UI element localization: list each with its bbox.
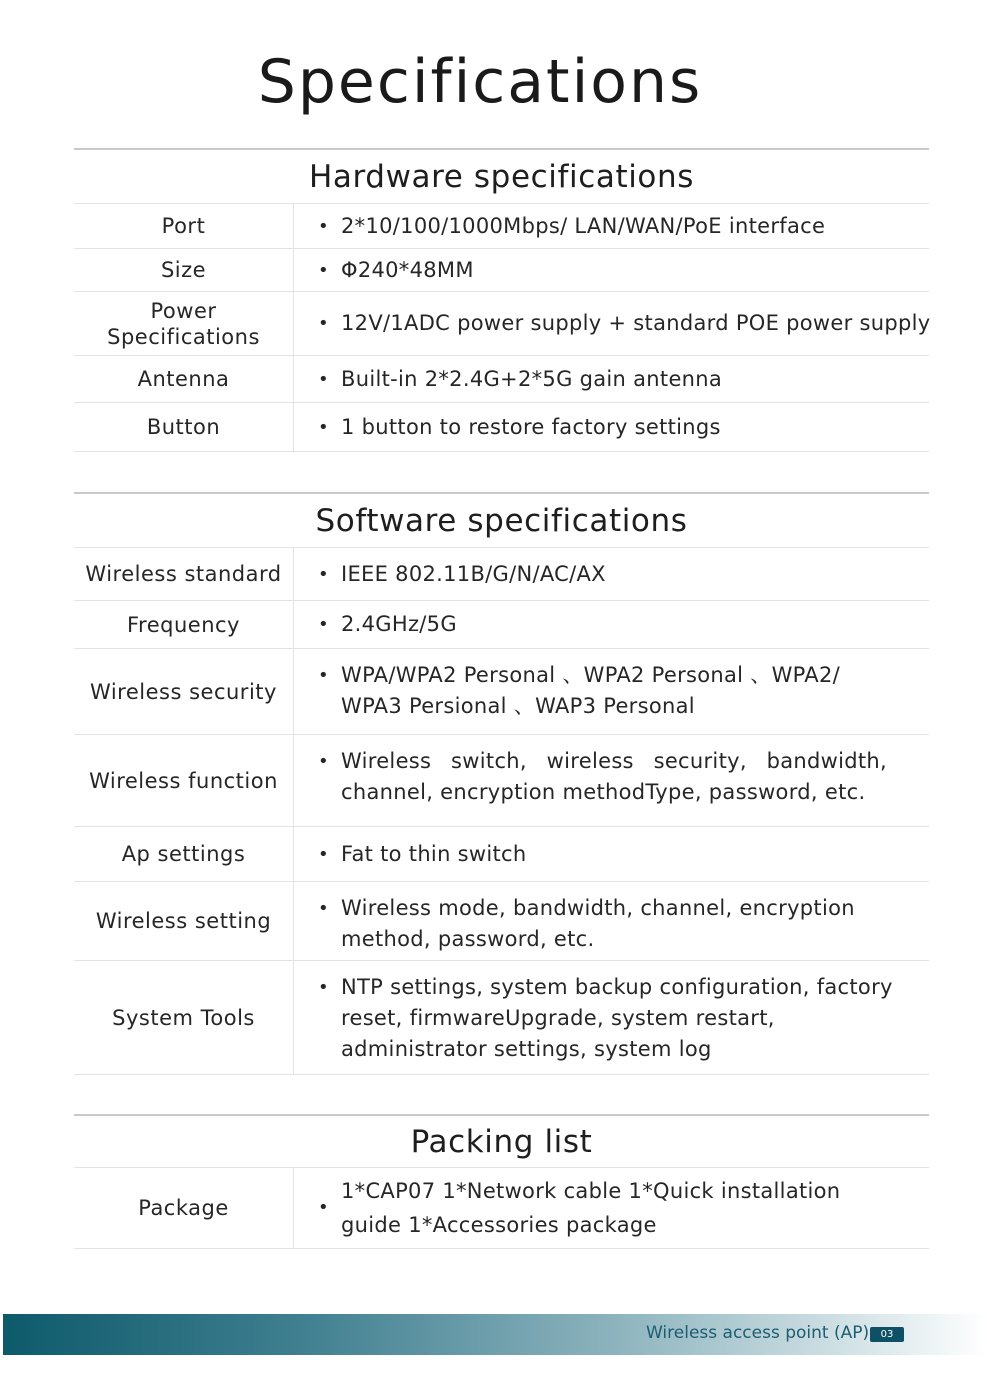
spec-row-wireless-security xyxy=(74,649,929,735)
spec-label: Wireless security xyxy=(74,649,294,734)
spec-value-cell xyxy=(294,961,929,1074)
spec-value-cell xyxy=(294,827,929,881)
spec-label: Button xyxy=(74,403,294,451)
spec-value: IEEE 802.11B/G/N/AC/AX xyxy=(341,561,606,586)
spec-row-system-tools xyxy=(74,961,929,1075)
spec-value-cell xyxy=(294,649,929,734)
spec-label: System Tools xyxy=(74,961,294,1074)
spec-value-cell xyxy=(294,356,929,402)
spec-row-frequency xyxy=(74,601,929,649)
spec-value-cell xyxy=(294,548,929,600)
spec-value: WPA/WPA2 Personal 、WPA2 Personal 、WPA2/ WPA3 Persional 、WAP3 Personal xyxy=(341,663,840,718)
bullet-icon: • xyxy=(318,215,329,237)
packing-section xyxy=(74,1114,929,1249)
spec-value-cell xyxy=(294,735,929,826)
page-number-badge: 03 xyxy=(870,1327,904,1342)
bullet-icon: • xyxy=(318,898,329,919)
spec-label: Wireless standard xyxy=(74,548,294,600)
spec-row-antenna xyxy=(74,356,929,403)
software-section-title: Software specifications xyxy=(74,494,929,548)
spec-label: Wireless function xyxy=(74,735,294,826)
bullet-icon: • xyxy=(318,977,329,998)
spec-value: Φ240*48MM xyxy=(341,257,474,282)
bullet-icon: • xyxy=(318,614,329,635)
page-title: Specifications xyxy=(257,47,703,117)
bullet-icon: • xyxy=(318,843,329,865)
spec-value-cell xyxy=(294,601,929,648)
software-section xyxy=(74,492,929,1075)
bullet-icon: • xyxy=(318,416,329,438)
spec-value: Wireless switch, wireless security, bandwidth, channel, encryption methodType, password, etc. xyxy=(341,749,887,804)
spec-row-wireless-function xyxy=(74,735,929,827)
spec-label: Package xyxy=(74,1168,294,1248)
spec-label: Wireless setting xyxy=(74,882,294,960)
spec-row-package xyxy=(74,1168,929,1249)
spec-value: 2*10/100/1000Mbps/ LAN/WAN/PoE interface xyxy=(341,213,826,238)
spec-label: Power Specifications xyxy=(74,292,294,355)
bullet-icon: • xyxy=(318,563,329,585)
bullet-icon: • xyxy=(318,368,329,390)
spec-value-cell xyxy=(294,1168,929,1248)
packing-section-title: Packing list xyxy=(74,1116,929,1168)
spec-value-cell xyxy=(294,882,929,960)
spec-label: Ap settings xyxy=(74,827,294,881)
spec-value: NTP settings, system backup configuration, factory reset, firmwareUpgrade, system restart, administrator settings, system log xyxy=(341,975,893,1061)
bullet-icon: • xyxy=(318,1197,329,1218)
spec-value-cell xyxy=(294,204,929,248)
bullet-icon: • xyxy=(318,751,329,772)
footer-label: Wireless access point (AP) xyxy=(646,1323,870,1343)
spec-row-wireless-standard xyxy=(74,548,929,601)
spec-value: Wireless mode, bandwidth, channel, encryption method, password, etc. xyxy=(341,896,855,951)
spec-row-ap-settings xyxy=(74,827,929,882)
spec-row-wireless-setting xyxy=(74,882,929,961)
spec-label: Frequency xyxy=(74,601,294,648)
spec-value: 1*CAP07 1*Network cable 1*Quick installation guide 1*Accessories package xyxy=(341,1179,841,1237)
spec-row-button xyxy=(74,403,929,452)
spec-value: 1 button to restore factory settings xyxy=(341,414,721,439)
spec-row-power xyxy=(74,292,929,356)
bullet-icon: • xyxy=(318,259,329,281)
spec-value-cell xyxy=(294,292,931,355)
hardware-section-title: Hardware specifications xyxy=(74,150,929,204)
spec-label: Size xyxy=(74,249,294,291)
spec-row-size xyxy=(74,249,929,292)
spec-value: 12V/1ADC power supply + standard POE power supply xyxy=(341,311,931,335)
spec-value-cell xyxy=(294,403,929,451)
spec-value: Fat to thin switch xyxy=(341,841,527,866)
spec-value-cell xyxy=(294,249,929,291)
spec-value: Built-in 2*2.4G+2*5G gain antenna xyxy=(341,366,723,391)
bullet-icon: • xyxy=(318,313,329,334)
spec-label: Antenna xyxy=(74,356,294,402)
bullet-icon: • xyxy=(318,665,329,686)
spec-label: Port xyxy=(74,204,294,248)
hardware-section xyxy=(74,148,929,452)
spec-row-port xyxy=(74,204,929,249)
spec-value: 2.4GHz/5G xyxy=(341,612,457,636)
